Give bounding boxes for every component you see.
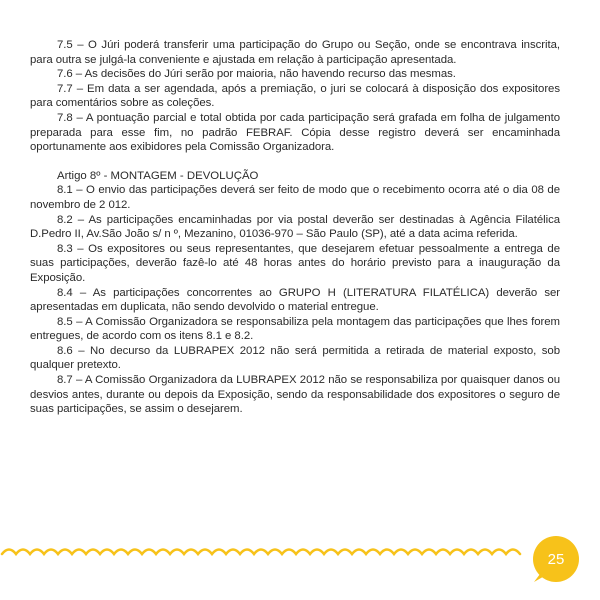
paragraph: 8.7 – A Comissão Organizadora da LUBRAPEX 2012 não se responsabiliza por quaisquer danos ou desvios antes, durante ou depois da Exposição, sendo da responsabilidade dos expositores o seguro de suas participações, se assim o desejarem. xyxy=(30,374,560,416)
paragraph: 8.6 – No decurso da LUBRAPEX 2012 não será permitida a retirada de material exposto, sob qualquer pretexto. xyxy=(30,344,560,372)
paragraph: 7.6 – As decisões do Júri serão por maioria, não havendo recurso das mesmas. xyxy=(57,68,456,81)
paragraph: 7.5 – O Júri poderá transferir uma participação do Grupo ou Seção, onde se encontrava inscrita, para outra se julgá-la conveniente e ajustada em relação à participação apresentada. xyxy=(30,39,560,66)
paragraph: 8.5 – A Comissão Organizadora se responsabiliza pela montagem das participações que lhes forem entregues, de acordo com os itens 8.1 e 8.2. xyxy=(30,315,560,343)
page-number-badge xyxy=(533,536,579,582)
paragraph: 8.2 – As participações encaminhadas por via postal deverão ser destinadas à Agência Filatélica D.Pedro II, Av.São João s/ n º, Mezanino, 01036-970 – São Paulo (SP), até a data acima referida. xyxy=(30,213,560,241)
page-number: 25 xyxy=(547,550,565,568)
paragraph: 8.4 – As participações concorrentes ao GRUPO H (LITERATURA FILATÉLICA) deverão ser apresentadas em duplicata, não sendo devolvido o material entregue. xyxy=(30,286,560,314)
paragraph: 7.8 – A pontuação parcial e total obtida por cada participação será grafada em folha de julgamento preparada para esse fim, no padrão FEBRAF. Cópia desse registro deverá ser encaminhada oportunamente aos exibidores pela Comissão Organizadora. xyxy=(30,111,560,154)
section-8-paragraphs xyxy=(30,183,560,417)
section-7-paragraphs xyxy=(30,38,560,155)
section-title: Artigo 8º - MONTAGEM - DEVOLUÇÃO xyxy=(57,169,259,182)
paragraph: 8.3 – Os expositores ou seus representantes, que desejarem efetuar pessoalmente a entrega de suas participações, deverão fazê-lo até 48 horas antes do horário previsto para a inauguração da Exposição. xyxy=(30,242,560,284)
paragraph: 7.7 – Em data a ser agendada, após a premiação, o juri se colocará à disposição dos expositores para comentários sobre as coleções. xyxy=(30,82,560,110)
document-body xyxy=(30,38,560,417)
paragraph: 8.1 – O envio das participações deverá ser feito de modo que o recebimento ocorra até o dia 08 de novembro de 2 012. xyxy=(30,184,560,211)
wavy-line-icon xyxy=(0,538,600,562)
